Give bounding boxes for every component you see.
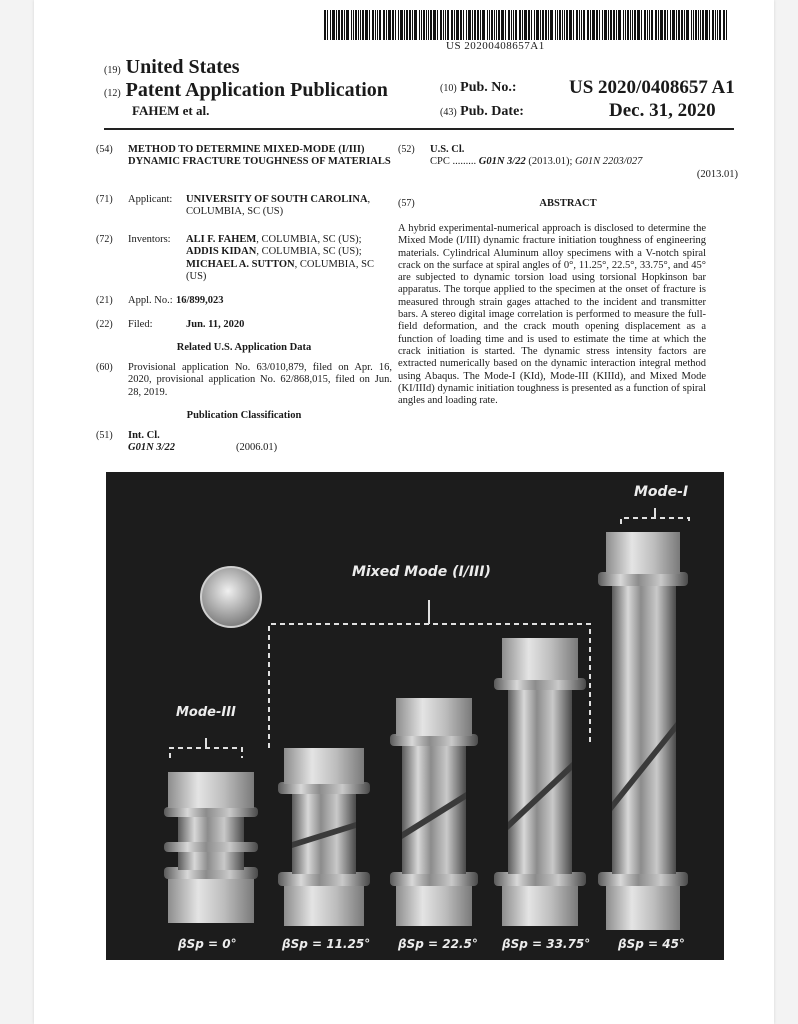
barcode-bar <box>693 10 694 40</box>
barcode-bar <box>392 10 394 40</box>
pub-no-label: Pub. No.: <box>460 80 517 95</box>
inventor-1: ALI F. FAHEM <box>186 234 257 245</box>
barcode <box>324 10 732 40</box>
barcode-bar <box>604 10 607 40</box>
barcode-bar <box>637 10 640 40</box>
abstract-code: (57) <box>398 198 415 209</box>
barcode-bar <box>338 10 340 40</box>
doc-type-line <box>104 79 388 102</box>
barcode-bar <box>423 10 425 40</box>
barcode-bar <box>330 10 331 40</box>
caption-22-5-deg: βSp = 22.5° <box>398 937 478 951</box>
barcode-bar <box>723 10 725 40</box>
barcode-bar <box>579 10 580 40</box>
barcode-bar <box>557 10 558 40</box>
barcode-bar <box>644 10 646 40</box>
barcode-bar <box>681 10 683 40</box>
inventor-3-location: , COLUMBIA, SC (US) <box>186 258 374 282</box>
barcode-bar <box>540 10 541 40</box>
barcode-bar <box>430 10 432 40</box>
barcode-bar <box>695 10 697 40</box>
barcode-bar <box>691 10 692 40</box>
barcode-bar <box>388 10 391 40</box>
barcode-bar <box>400 10 403 40</box>
patent-page <box>34 0 774 1024</box>
barcode-bar <box>542 10 544 40</box>
us-cl-code: (52) <box>398 144 415 155</box>
barcode-bar <box>491 10 493 40</box>
barcode-number: US 20200408657A1 <box>446 40 545 52</box>
barcode-bar <box>712 10 714 40</box>
barcode-bar <box>684 10 685 40</box>
appl-no-code: (21) <box>96 295 113 306</box>
barcode-bar <box>419 10 420 40</box>
barcode-bar <box>440 10 442 40</box>
barcode-bar <box>454 10 455 40</box>
appl-no-label: Appl. No.: <box>128 295 173 306</box>
title-field <box>96 144 392 169</box>
code-12: (12) <box>104 88 121 99</box>
barcode-bar <box>519 10 521 40</box>
barcode-bar <box>466 10 467 40</box>
barcode-bar <box>358 10 359 40</box>
provisional-text: Provisional application No. 63/010,879, filed on Apr. 16, 2020, provisional application No. 62/868,015, filed on Jun. 28, 2019. <box>128 362 392 398</box>
barcode-bar <box>477 10 479 40</box>
inventor-short: FAHEM et al. <box>132 103 210 118</box>
barcode-bar <box>351 10 352 40</box>
specimen-33-75-deg <box>494 638 586 926</box>
int-cl-row <box>128 442 392 454</box>
pub-class-heading: Publication Classification <box>186 410 302 421</box>
barcode-bar <box>531 10 532 40</box>
barcode-bar <box>632 10 633 40</box>
barcode-bar <box>501 10 504 40</box>
caption-45-deg: βSp = 45° <box>618 937 685 951</box>
cpc-code-2: G01N 2203/027 <box>575 156 643 168</box>
barcode-bar <box>395 10 396 40</box>
barcode-bar <box>548 10 549 40</box>
barcode-bar <box>676 10 677 40</box>
barcode-bar <box>369 10 370 40</box>
barcode-bar <box>678 10 680 40</box>
barcode-bar <box>602 10 603 40</box>
barcode-bar <box>726 10 727 40</box>
barcode-bar <box>569 10 572 40</box>
barcode-bar <box>398 10 399 40</box>
barcode-bar <box>555 10 556 40</box>
cpc-label: CPC ......... <box>430 156 477 168</box>
caption-0-deg: βSp = 0° <box>178 937 237 951</box>
barcode-bar <box>480 10 481 40</box>
applicant-label: Applicant: <box>128 194 173 205</box>
pub-date-label: Pub. Date: <box>460 104 524 119</box>
barcode-bar <box>627 10 629 40</box>
barcode-bar <box>534 10 535 40</box>
barcode-bar <box>414 10 417 40</box>
inventor-1-location: , COLUMBIA, SC (US); <box>256 234 362 245</box>
applicant-name: UNIVERSITY OF SOUTH CAROLINA <box>186 194 368 205</box>
applicant-location: , COLUMBIA, SC (US) <box>186 194 371 218</box>
barcode-bar <box>375 10 376 40</box>
code-43: (43) <box>440 107 457 118</box>
barcode-bar <box>581 10 582 40</box>
barcode-bar <box>341 10 343 40</box>
barcode-bar <box>443 10 444 40</box>
inventor-2: ADDIS KIDAN <box>186 246 257 258</box>
barcode-bar <box>324 10 326 40</box>
barcode-bar <box>664 10 666 40</box>
barcode-bar <box>698 10 699 40</box>
barcode-bar <box>596 10 598 40</box>
specimen-22-5-deg <box>390 698 478 926</box>
pub-no-label-line <box>440 80 517 96</box>
barcode-bar <box>409 10 411 40</box>
barcode-bar <box>505 10 506 40</box>
filed-code: (22) <box>96 319 113 330</box>
barcode-bar <box>355 10 357 40</box>
barcode-bar <box>592 10 595 40</box>
inventor-3: MICHAEL A. SUTTON <box>186 258 295 270</box>
barcode-bar <box>618 10 621 40</box>
barcode-bar <box>658 10 659 40</box>
abstract-heading: ABSTRACT <box>539 198 597 209</box>
barcode-bar <box>508 10 510 40</box>
barcode-bar <box>463 10 464 40</box>
pub-date: Dec. 31, 2020 <box>609 100 716 121</box>
barcode-bar <box>406 10 408 40</box>
barcode-bar <box>709 10 710 40</box>
barcode-bar <box>336 10 337 40</box>
barcode-bar <box>487 10 488 40</box>
appl-no-field <box>96 295 392 307</box>
abstract-text: A hybrid experimental-numerical approach is disclosed to determine the Mixed Mode (I/III) dynamic fracture initiation toughness of engineering materials. Cylindrical Aluminum alloy specimens with a V-notch spiral crack on the surface at spiral angles of 0°, 11.25°, 22.5°, 33.75°, and 45° are subjected to dynamic torsion load using torsional Hopkinson bar apparatus. The torque applied to the specimen at the onset of fracture is measured through strain gages attached to the incident and transmitter bars. A stereo digital image correlation is performed to measure the full-field deformation, and the crack mouth opening displacement as a function of loading time and is used to estimate the time at which the crack initiation is started. The dynamic stress intensity factors are extracted numerically based on the dynamic interaction integral method using Abaqus. The Mode-I (KId), Mode-III (KIIId), and Mixed Mode (KI/IIId) dynamic initiation toughness is presented as a function of spiral angles and loading rate. <box>398 223 706 407</box>
barcode-bar <box>623 10 624 40</box>
cpc-line <box>430 156 738 168</box>
barcode-bar <box>498 10 500 40</box>
barcode-bar <box>672 10 675 40</box>
barcode-bar <box>412 10 413 40</box>
barcode-bar <box>651 10 653 40</box>
barcode-bar <box>421 10 422 40</box>
barcode-bar <box>377 10 378 40</box>
int-cl-field <box>96 430 392 455</box>
barcode-bar <box>655 10 657 40</box>
appl-no-value: 16/899,023 <box>176 295 224 306</box>
barcode-bar <box>365 10 368 40</box>
barcode-bar <box>362 10 364 40</box>
barcode-bar <box>599 10 600 40</box>
doc-type: Patent Application Publication <box>125 79 388 101</box>
barcode-bar <box>437 10 438 40</box>
mixed-mode-label: Mixed Mode (I/III) <box>352 564 491 580</box>
related-data-heading: Related U.S. Application Data <box>176 342 312 353</box>
barcode-bar <box>522 10 523 40</box>
barcode-bar <box>511 10 512 40</box>
header-rule <box>104 128 734 130</box>
inventors-label: Inventors: <box>128 234 171 245</box>
specimen-11-25-deg <box>278 748 370 926</box>
barcode-bar <box>482 10 485 40</box>
barcode-bar <box>404 10 405 40</box>
barcode-bar <box>332 10 335 40</box>
inventor-2-location: , COLUMBIA, SC (US); <box>256 246 362 258</box>
barcode-bar <box>634 10 636 40</box>
int-cl-label: Int. Cl. <box>128 430 160 441</box>
mode-i-label: Mode-I <box>634 484 689 500</box>
barcode-bar <box>489 10 490 40</box>
mode-i-bracket <box>621 518 689 524</box>
barcode-bar <box>630 10 631 40</box>
filed-value: Jun. 11, 2020 <box>186 319 245 330</box>
barcode-bar <box>715 10 716 40</box>
applicant-code: (71) <box>96 194 113 205</box>
int-cl-value <box>128 430 392 455</box>
cpc-year-1: (2013.01); <box>525 156 575 168</box>
barcode-bar <box>472 10 473 40</box>
mode-iii-label: Mode-III <box>176 705 236 720</box>
barcode-bar <box>494 10 495 40</box>
barcode-bar <box>383 10 385 40</box>
coin <box>201 567 261 627</box>
barcode-bar <box>360 10 361 40</box>
barcode-bar <box>536 10 539 40</box>
barcode-bar <box>528 10 530 40</box>
pub-no: US 2020/0408657 A1 <box>569 77 735 98</box>
barcode-bar <box>616 10 617 40</box>
cpc-code-1: G01N 3/22 <box>478 156 526 168</box>
inventors-field <box>96 234 392 283</box>
barcode-bar <box>660 10 663 40</box>
barcode-bar <box>590 10 591 40</box>
barcode-bar <box>700 10 701 40</box>
barcode-bar <box>573 10 574 40</box>
int-cl-classification: G01N 3/22 <box>128 442 175 454</box>
barcode-bar <box>460 10 462 40</box>
barcode-bar <box>717 10 718 40</box>
us-cl-field <box>398 144 738 181</box>
barcode-bar <box>445 10 446 40</box>
caption-33-75-deg: βSp = 33.75° <box>502 937 591 951</box>
barcode-bar <box>428 10 429 40</box>
int-cl-year: (2006.01) <box>236 442 278 454</box>
barcode-bar <box>576 10 578 40</box>
barcode-bar <box>372 10 374 40</box>
barcode-bar <box>566 10 568 40</box>
barcode-bar <box>608 10 609 40</box>
cpc-year-2: (2013.01) <box>696 168 738 180</box>
barcode-bar <box>513 10 514 40</box>
barcode-bar <box>447 10 449 40</box>
country: United States <box>125 56 240 78</box>
specimen-0-deg <box>164 772 258 923</box>
barcode-bar <box>346 10 349 40</box>
provisional-code: (60) <box>96 362 113 373</box>
invention-title: METHOD TO DETERMINE MIXED-MODE (I/III) DYNAMIC FRACTURE TOUGHNESS OF MATERIALS <box>128 144 391 168</box>
filed-field <box>96 319 392 331</box>
barcode-bar <box>613 10 615 40</box>
code-19: (19) <box>104 65 121 76</box>
title-code: (54) <box>96 144 113 155</box>
barcode-bar <box>705 10 708 40</box>
barcode-bar <box>649 10 650 40</box>
barcode-bar <box>587 10 589 40</box>
int-cl-code: (51) <box>96 430 113 441</box>
caption-11-25-deg: βSp = 11.25° <box>282 937 371 951</box>
us-cl-label: U.S. Cl. <box>430 144 465 155</box>
barcode-bar <box>426 10 427 40</box>
barcode-bar <box>496 10 497 40</box>
mode-iii-bracket <box>170 748 242 758</box>
inventors-value <box>186 234 392 283</box>
pub-date-label-line <box>440 104 524 120</box>
barcode-bar <box>610 10 612 40</box>
barcode-bar <box>667 10 668 40</box>
barcode-bar <box>641 10 642 40</box>
barcode-bar <box>545 10 547 40</box>
provisional-field <box>96 362 392 399</box>
barcode-bar <box>468 10 471 40</box>
specimen-photo <box>106 472 724 960</box>
barcode-bar <box>451 10 453 40</box>
barcode-bar <box>433 10 436 40</box>
country-line <box>104 56 240 79</box>
barcode-bar <box>344 10 345 40</box>
applicant-field <box>96 194 392 219</box>
barcode-bar <box>625 10 626 40</box>
barcode-bar <box>327 10 328 40</box>
filed-label: Filed: <box>128 319 153 330</box>
barcode-bar <box>702 10 704 40</box>
abstract-heading-row <box>398 198 738 210</box>
barcode-bar <box>353 10 354 40</box>
barcode-bar <box>670 10 671 40</box>
inventors-code: (72) <box>96 234 113 245</box>
barcode-bar <box>524 10 527 40</box>
barcode-bar <box>719 10 721 40</box>
barcode-bar <box>456 10 459 40</box>
us-cl-value <box>430 144 738 181</box>
barcode-bar <box>647 10 648 40</box>
barcode-bar <box>386 10 387 40</box>
barcode-bar <box>515 10 517 40</box>
barcode-bar <box>564 10 565 40</box>
barcode-bar <box>550 10 553 40</box>
specimen-45-deg <box>598 532 688 930</box>
barcode-bar <box>686 10 689 40</box>
code-10: (10) <box>440 83 457 94</box>
specimen-illustration <box>106 472 724 960</box>
applicant-value <box>186 194 392 219</box>
barcode-bar <box>379 10 381 40</box>
barcode-bar <box>559 10 561 40</box>
barcode-bar <box>562 10 563 40</box>
barcode-bar <box>583 10 585 40</box>
barcode-bar <box>474 10 476 40</box>
